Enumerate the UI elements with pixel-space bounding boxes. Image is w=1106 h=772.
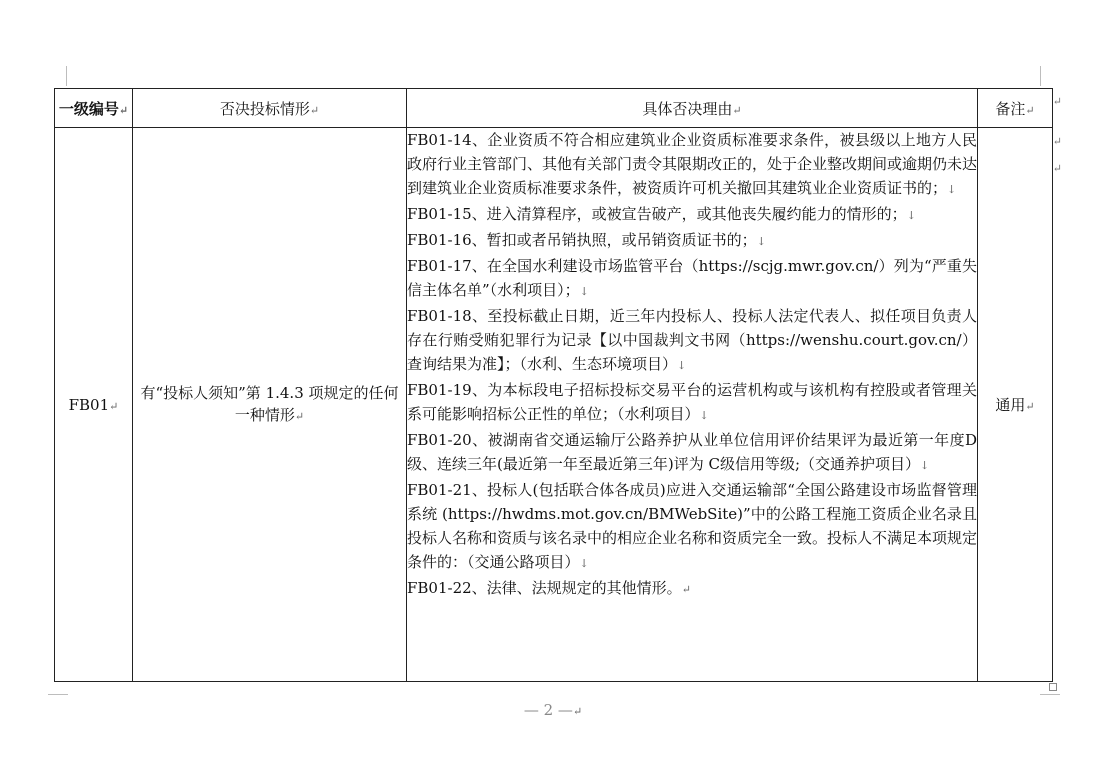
crop-mark-bottom-right-h xyxy=(1040,694,1060,695)
crop-mark-bottom-left-h xyxy=(48,694,68,695)
table-header-row xyxy=(55,89,1053,128)
reason-item: FB01-15、进入清算程序，或被宣告破产，或其他丧失履约能力的情形的；↓ xyxy=(407,205,916,223)
cell-remark: 通用↵ xyxy=(978,128,1053,682)
reason-item: FB01-17、在全国水利建设市场监管平台（https://scjg.mwr.gov.cn/）列为“严重失信主体名单”（水利项目）；↓ xyxy=(407,257,977,299)
rejection-table xyxy=(54,88,1053,682)
crop-mark-top-left-v xyxy=(66,66,67,86)
page-number: — 2 —↵ xyxy=(523,701,583,719)
table-resize-handle[interactable] xyxy=(1049,683,1057,691)
reason-item: FB01-21、投标人(包括联合体各成员)应进入交通运输部“全国公路建设市场监督管理系统 (https://hwdms.mot.gov.cn/BMWebSite)”中的公路工程施工资质企业名录且投标人名称和资质与该名录中的相应企业名称和资质完全一致。投标人不满足本项规定条件的：（交通公路项目）↓ xyxy=(407,481,978,571)
reason-item: FB01-20、被湖南省交通运输厅公路养护从业单位信用评价结果评为最近第一年度D级、连续三年(最近第一年至最近第三年)评为 C级信用等级;（交通养护项目）↓ xyxy=(407,431,977,473)
cell-situation: 有“投标人须知”第 1.4.3 项规定的任何一种情形↵ xyxy=(133,128,407,682)
reason-item: FB01-16、暂扣或者吊销执照，或吊销资质证书的；↓ xyxy=(407,231,766,249)
reason-item: FB01-22、法律、法规规定的其他情形。↵ xyxy=(407,579,691,597)
header-situation: 否决投标情形↵ xyxy=(133,89,407,128)
header-remark: 备注↵ xyxy=(978,89,1053,128)
cell-reasons xyxy=(407,128,978,682)
paragraph-mark: ↵ xyxy=(1052,95,1062,108)
reason-item: FB01-18、至投标截止日期，近三年内投标人、投标人法定代表人、拟任项目负责人存在行贿受贿犯罪行为记录【以中国裁判文书网（https://wenshu.court.gov.cn/）查询结果为准】；（水利、生态环境项目）↓ xyxy=(407,307,977,373)
cell-code: FB01↵ xyxy=(55,128,133,682)
header-reasons: 具体否决理由↵ xyxy=(407,89,978,128)
reason-item: FB01-14、企业资质不符合相应建筑业企业资质标准要求条件，被县级以上地方人民政府行业主管部门、其他有关部门责令其限期改正的，处于企业整改期间或逾期仍未达到建筑业企业资质标准要求条件，被资质许可机关撤回其建筑业企业资质证书的；↓ xyxy=(407,131,978,197)
crop-mark-top-right-v xyxy=(1040,66,1041,86)
reason-item: FB01-19、为本标段电子招标投标交易平台的运营机构或与该机构有控股或者管理关系可能影响招标公正性的单位；（水利项目）↓ xyxy=(407,381,977,423)
paragraph-mark: ↵ xyxy=(1052,162,1062,175)
table-row xyxy=(55,128,1053,682)
paragraph-mark: ↵ xyxy=(1052,135,1062,148)
header-level1-code: 一级编号↵ xyxy=(55,89,133,128)
